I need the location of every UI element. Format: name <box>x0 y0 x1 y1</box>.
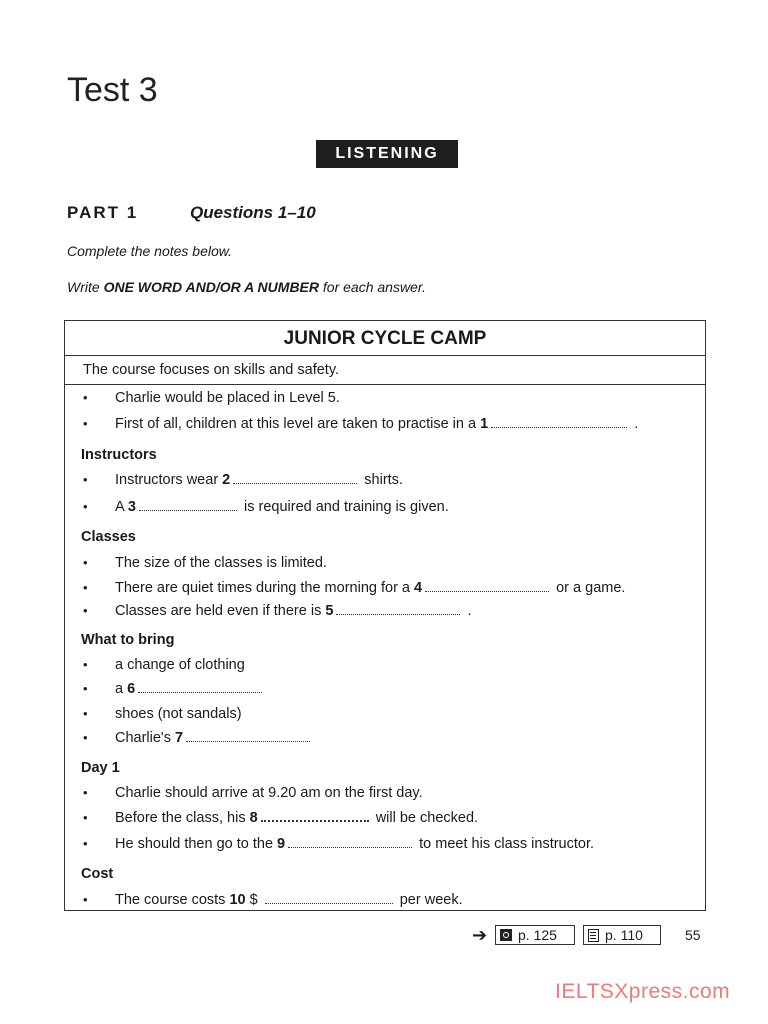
page-title: Test 3 <box>67 71 158 109</box>
notes-title: JUNIOR CYCLE CAMP <box>65 321 705 356</box>
heading-classes: Classes <box>81 529 136 545</box>
answer-blank-2[interactable] <box>233 471 357 484</box>
answer-blank-1[interactable] <box>491 415 627 428</box>
heading-cost: Cost <box>81 866 114 882</box>
heading-instructors: Instructors <box>81 447 157 463</box>
answer-blank-4[interactable] <box>425 579 549 592</box>
answer-key-icon <box>500 929 512 941</box>
answer-blank-3[interactable] <box>139 498 237 511</box>
transcript-reference[interactable]: p. 110 <box>583 925 661 945</box>
watermark: IELTSXpress.com <box>555 980 731 1003</box>
heading-what-to-bring: What to bring <box>81 632 175 648</box>
page-number: 55 <box>685 927 701 943</box>
arrow-right-icon: ➔ <box>472 925 488 945</box>
answer-blank-6[interactable] <box>138 680 262 693</box>
answer-blank-8[interactable] <box>261 808 369 822</box>
transcript-icon <box>588 929 599 942</box>
notes-box: JUNIOR CYCLE CAMP The course focuses on skills and safety. • Charlie would be placed in Level 5. • First of all, children at this level are taken to practise in a 1 . Instructors • Instructors wear 2 shirts. • A 3 is required and training is given. Classes • The size of the classes is limited. • There are quiet times during the morning for a 4 or a game. • Classes are held even if there is 5 . What to bring • a change of clothing • a 6 • shoes (not sandals) • Charlie's 7 Day 1 • Charlie should arrive at 9.20 am on the first day. • Before the class, his 8 will be checked. • He should then go to the 9 to meet his class instructor. Cost • The course costs 10 $ per week. <box>64 320 706 911</box>
section-badge: LISTENING <box>316 140 458 168</box>
notes-subtitle: The course focuses on skills and safety. <box>65 356 705 385</box>
heading-day-1: Day 1 <box>81 760 120 776</box>
answer-blank-9[interactable] <box>288 835 412 848</box>
answer-blank-5[interactable] <box>336 602 460 615</box>
instruction-write: Write ONE WORD AND/OR A NUMBER for each answer. <box>67 279 426 295</box>
part-label: PART 1 <box>67 203 139 222</box>
answer-blank-7[interactable] <box>186 729 310 742</box>
answer-key-reference[interactable]: p. 125 <box>495 925 575 945</box>
answer-blank-10[interactable] <box>265 891 393 904</box>
questions-range: Questions 1–10 <box>190 203 316 222</box>
instruction-complete: Complete the notes below. <box>67 243 232 259</box>
